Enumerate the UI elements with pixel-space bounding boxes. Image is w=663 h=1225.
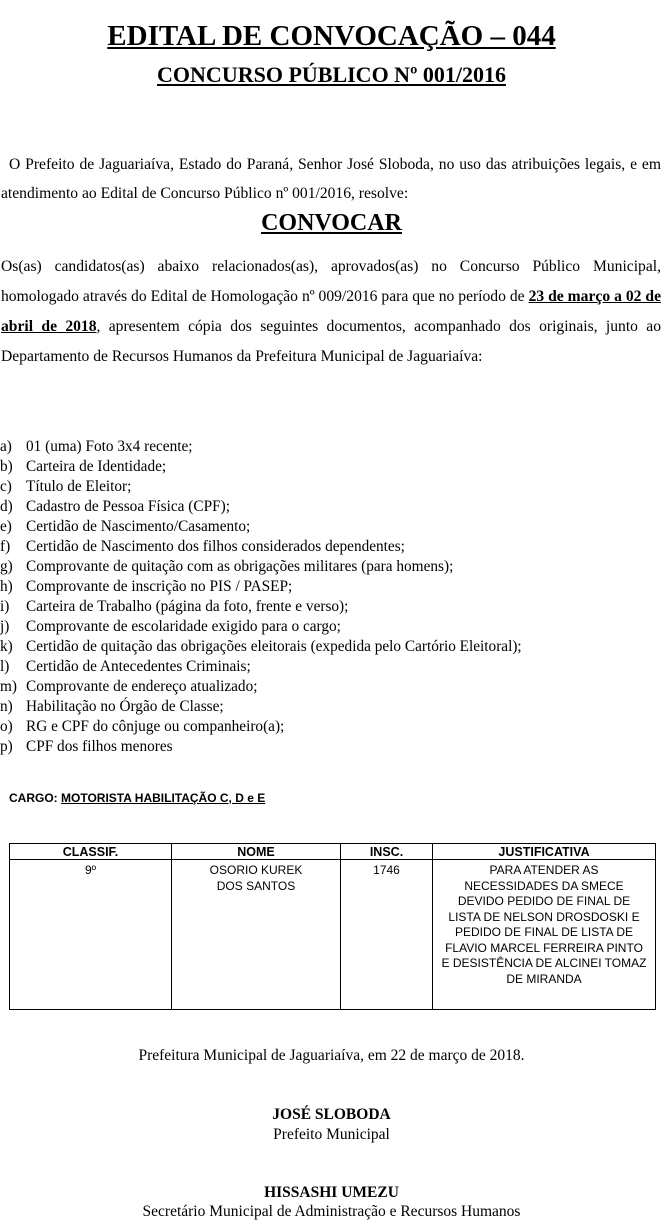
item-text: Habilitação no Órgão de Classe; [26,698,224,715]
item-text: Cadastro de Pessoa Física (CPF); [26,498,230,515]
document-subtitle: CONCURSO PÚBLICO Nº 001/2016 [157,62,506,87]
list-item [0,577,522,597]
list-item [0,697,522,717]
item-text: CPF dos filhos menores [26,738,173,755]
header-nome: NOME [172,844,341,860]
signature-name: HISSASHI UMEZU [264,1184,399,1201]
item-marker: p) [0,738,13,755]
signature-name: JOSÉ SLOBODA [272,1106,391,1123]
period-highlight: 23 de março a 02 de abril de 2018 [1,288,661,335]
item-marker: i) [0,598,10,615]
item-text: Carteira de Identidade; [26,458,167,475]
item-marker: g) [0,558,13,575]
item-text: Certidão de Antecedentes Criminais; [26,658,251,675]
cell-justificativa: PARA ATENDER AS NECESSIDADES DA SMECE DEVIDO PEDIDO DE FINAL DE LISTA DE NELSON DROSDOSKI E PEDIDO DE FINAL DE LISTA DE FLAVIO MARCEL FERREIRA PINTO E DESISTÊNCIA DE ALCINEI TOMAZ DE MIRANDA [433,860,656,1010]
item-text: Título de Eleitor; [26,478,132,495]
cell-insc: 1746 [341,860,433,1010]
item-marker: l) [0,658,10,675]
cargo-value: MOTORISTA HABILITAÇÃO C, D e E [61,791,266,805]
item-text: Comprovante de inscrição no PIS / PASEP; [26,578,293,595]
action-heading: CONVOCAR [261,210,402,236]
table-row [10,860,656,1010]
list-item [0,517,522,537]
list-item [0,557,522,577]
document-title: EDITAL DE CONVOCAÇÃO – 044 [107,20,556,52]
signature-role: Prefeito Municipal [273,1126,390,1143]
list-item [0,677,522,697]
cargo-label: CARGO: [9,791,58,805]
documents-list [0,437,522,757]
item-marker: c) [0,478,12,495]
place-date: Prefeitura Municipal de Jaguariaíva, em 22 de março de 2018. [138,1047,525,1064]
cargo-line [9,791,265,805]
body-text: , apresentem cópia dos seguintes documentos, acompanhado dos originais, junto ao Departamento de Recursos Humanos da Prefeitura Municipal de Jaguariaíva: [1,318,661,365]
header-justificativa: JUSTIFICATIVA [433,844,656,860]
header-insc: INSC. [341,844,433,860]
body-text: Os(as) candidatos(as) abaixo relacionados(as), aprovados(as) no Concurso Público Municipal, homologado através do Edital de Homologação nº 009/2016 para que no período de [1,258,661,305]
list-item [0,537,522,557]
item-marker: o) [0,718,13,735]
list-item [0,637,522,657]
list-item [0,597,522,617]
item-marker: d) [0,498,13,515]
item-marker: e) [0,518,12,535]
item-text: Comprovante de endereço atualizado; [26,678,258,695]
candidates-table [9,843,656,1010]
item-text: Certidão de Nascimento/Casamento; [26,518,251,535]
body-paragraph [1,252,661,372]
item-marker: j) [0,618,10,635]
item-text: Certidão de Nascimento dos filhos considerados dependentes; [26,538,405,555]
header-classif: CLASSIF. [10,844,172,860]
item-text: Certidão de quitação das obrigações eleitorais (expedida pelo Cartório Eleitoral); [26,638,522,655]
item-marker: h) [0,578,13,595]
list-item [0,617,522,637]
item-text: Comprovante de quitação com as obrigações militares (para homens); [26,558,454,575]
item-marker: m) [0,678,17,695]
item-marker: a) [0,438,12,455]
intro-paragraph: O Prefeito de Jaguariaíva, Estado do Paraná, Senhor José Sloboda, no uso das atribuições legais, e em atendimento ao Edital de Concurso Público nº 001/2016, resolve: [1,156,661,202]
list-item [0,657,522,677]
cell-nome: OSORIO KUREK DOS SANTOS [172,860,341,1010]
list-item [0,737,522,757]
signature-role: Secretário Municipal de Administração e Recursos Humanos [142,1203,521,1220]
list-item [0,497,522,517]
list-item [0,457,522,477]
cell-classif: 9º [10,860,172,1010]
item-text: RG e CPF do cônjuge ou companheiro(a); [26,718,285,735]
item-text: 01 (uma) Foto 3x4 recente; [26,438,193,455]
item-marker: n) [0,698,13,715]
list-item [0,717,522,737]
item-text: Comprovante de escolaridade exigido para o cargo; [26,618,341,635]
item-text: Carteira de Trabalho (página da foto, frente e verso); [26,598,349,615]
list-item [0,437,522,457]
item-marker: k) [0,638,13,655]
list-item [0,477,522,497]
item-marker: b) [0,458,13,475]
item-marker: f) [0,538,11,555]
